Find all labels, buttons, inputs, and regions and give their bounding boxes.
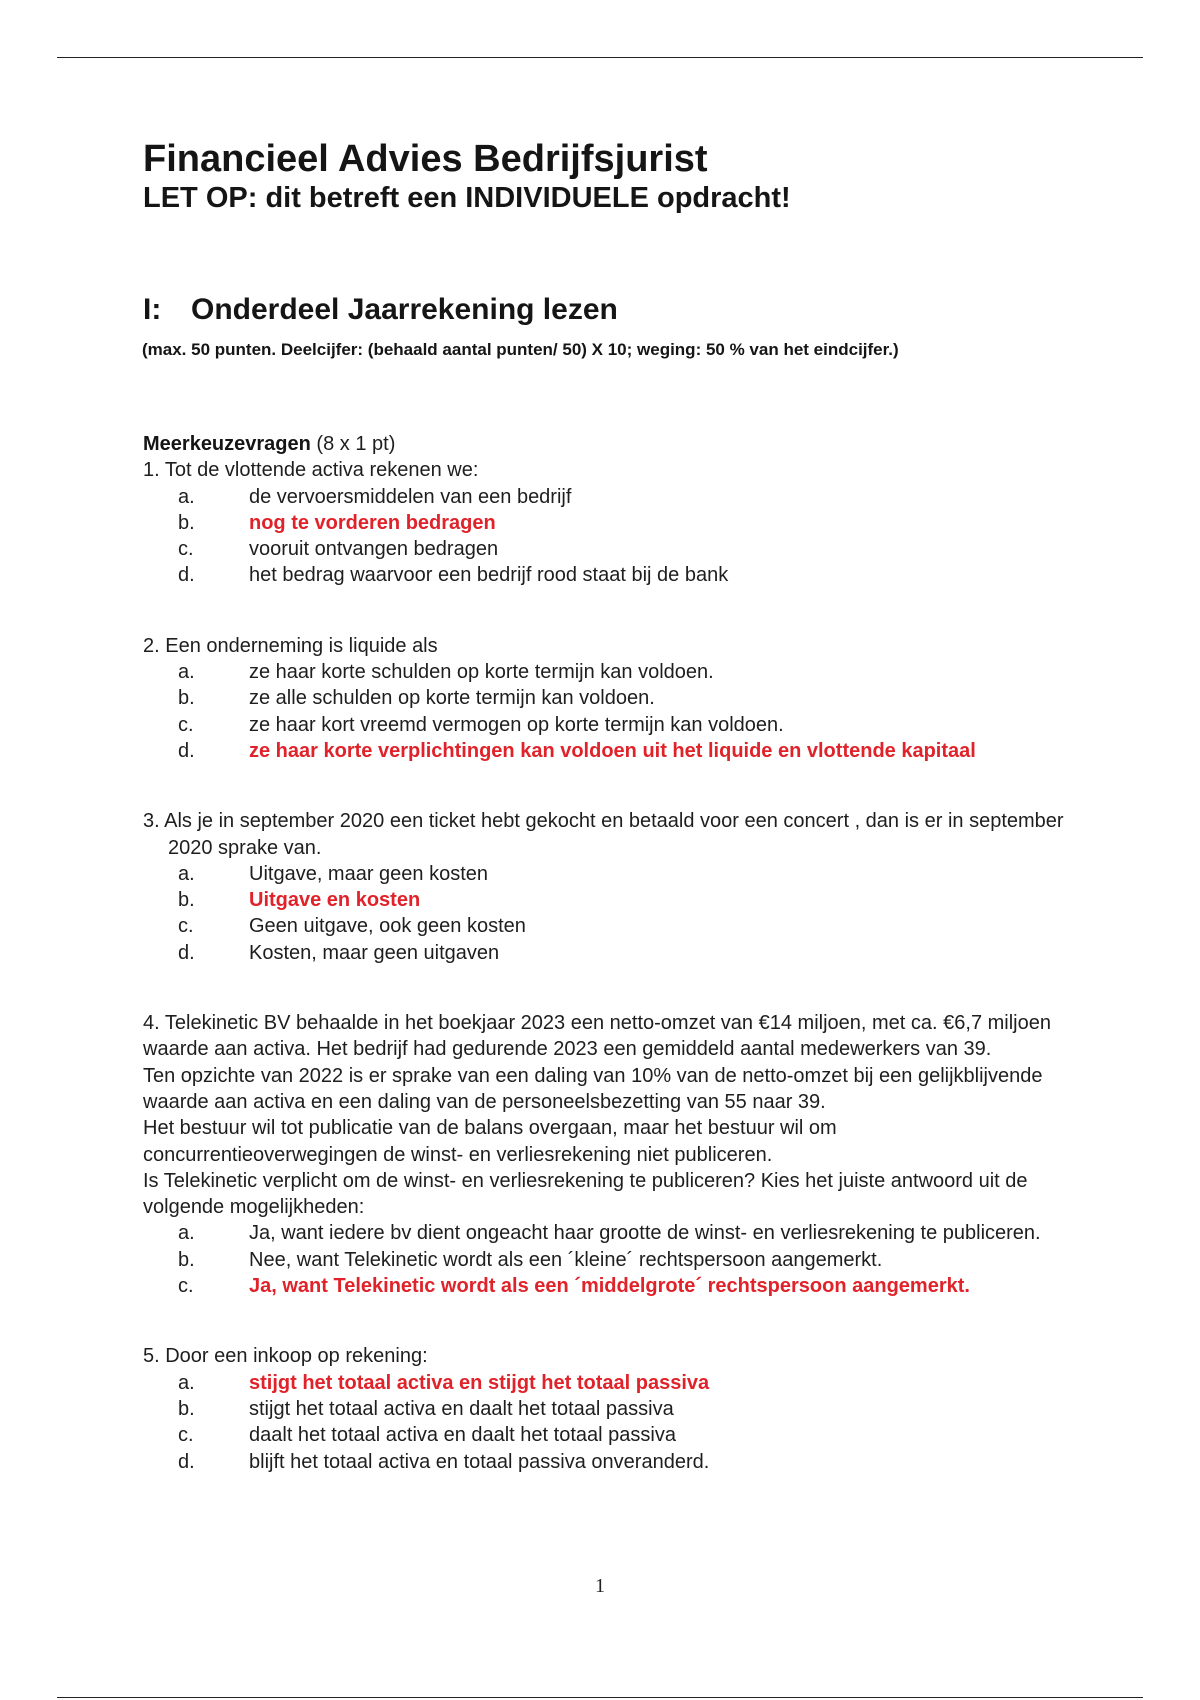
option-letter: d.	[178, 739, 195, 762]
answer-options	[143, 861, 1073, 966]
answer-option	[143, 940, 1073, 966]
question-4	[143, 1010, 1073, 1299]
document-title: Financieel Advies Bedrijfsjurist	[143, 138, 708, 180]
answer-option	[143, 1449, 1073, 1475]
mc-header-bold: Meerkeuzevragen	[143, 433, 311, 455]
answer-option	[143, 1220, 1073, 1246]
option-letter: c.	[178, 538, 194, 561]
page-number: 1	[595, 1575, 605, 1597]
question-stem: 3. Als je in september 2020 een ticket hebt gekocht en betaald voor een concert , dan is er in september 2020 sprake van.	[143, 810, 1064, 859]
option-letter: a.	[178, 1222, 195, 1245]
option-letter: d.	[178, 1450, 195, 1473]
section-note: (max. 50 punten. Deelcijfer: (behaald aantal punten/ 50) X 10; weging: 50 % van het eindcijfer.)	[142, 340, 899, 359]
section-number: I:	[143, 293, 162, 326]
question-paragraph: Ten opzichte van 2022 is er sprake van een daling van 10% van de netto-omzet bij een gelijkblijvende waarde aan activa en een daling van de personeelsbezetting van 55 naar 39.	[143, 1064, 1043, 1113]
section-heading	[143, 293, 618, 327]
answer-option	[143, 1396, 1073, 1422]
answer-option	[143, 536, 1073, 562]
option-text: Uitgave, maar geen kosten	[249, 862, 489, 885]
answer-option	[143, 484, 1073, 510]
option-letter: b.	[178, 687, 195, 710]
question-1	[143, 457, 1073, 588]
mc-header	[143, 431, 1073, 457]
answer-option-correct	[143, 887, 1073, 913]
answer-option-correct	[143, 738, 1073, 764]
answer-option	[143, 861, 1073, 887]
answer-option	[143, 562, 1073, 588]
option-letter: c.	[178, 915, 194, 938]
question-5	[143, 1343, 1073, 1474]
option-text: stijgt het totaal activa en daalt het totaal passiva	[249, 1397, 674, 1420]
question-3	[143, 808, 1073, 966]
document-body	[142, 138, 1073, 1473]
option-letter: b.	[178, 511, 195, 534]
option-letter: a.	[178, 862, 195, 885]
option-text: de vervoersmiddelen van een bedrijf	[249, 485, 572, 508]
answer-option-correct	[143, 1370, 1073, 1396]
option-letter: c.	[178, 1424, 194, 1447]
question-stem: 5. Door een inkoop op rekening:	[143, 1345, 428, 1368]
answer-options	[143, 659, 1073, 764]
option-letter: a.	[178, 661, 195, 684]
option-letter: b.	[178, 889, 195, 912]
option-text: stijgt het totaal activa en stijgt het totaal passiva	[249, 1371, 710, 1394]
question-2	[143, 633, 1073, 764]
question-stem: 1. Tot de vlottende activa rekenen we:	[143, 459, 479, 482]
option-text: Ja, want iedere bv dient ongeacht haar grootte de winst- en verliesrekening te publiceren.	[249, 1222, 1041, 1245]
answer-option	[143, 659, 1073, 685]
option-text: blijft het totaal activa en totaal passiva onveranderd.	[249, 1450, 710, 1473]
question-paragraph: 4. Telekinetic BV behaalde in het boekjaar 2023 een netto-omzet van €14 miljoen, met ca. €6,7 miljoen waarde aan activa. Het bedrijf had gedurende 2023 een gemiddeld aantal medewerkers van 39.	[143, 1012, 1051, 1061]
question-paragraph: Het bestuur wil tot publicatie van de balans overgaan, maar het bestuur wil om concurrentieoverwegingen de winst- en verliesrekening niet publiceren.	[143, 1117, 837, 1166]
option-letter: a.	[178, 485, 195, 508]
answer-option	[143, 685, 1073, 711]
option-text: het bedrag waarvoor een bedrijf rood staat bij de bank	[249, 564, 729, 587]
document-subtitle: LET OP: dit betreft een INDIVIDUELE opdracht!	[143, 182, 791, 214]
option-text: Geen uitgave, ook geen kosten	[249, 915, 526, 938]
option-text: vooruit ontvangen bedragen	[249, 538, 499, 561]
option-letter: c.	[178, 1275, 194, 1298]
answer-option	[143, 913, 1073, 939]
question-stem: 2. Een onderneming is liquide als	[143, 634, 438, 657]
option-text: daalt het totaal activa en daalt het totaal passiva	[249, 1424, 676, 1447]
section-title: Onderdeel Jaarrekening lezen	[191, 293, 618, 326]
answer-options	[143, 484, 1073, 589]
top-rule	[57, 57, 1143, 58]
answer-option	[143, 1247, 1073, 1273]
option-text: ze haar korte schulden op korte termijn kan voldoen.	[249, 661, 714, 684]
answer-option	[143, 712, 1073, 738]
option-text: ze haar kort vreemd vermogen op korte termijn kan voldoen.	[249, 713, 784, 736]
option-letter: d.	[178, 941, 195, 964]
bottom-rule	[57, 1697, 1143, 1698]
option-letter: b.	[178, 1397, 195, 1420]
multiple-choice-section	[143, 431, 1073, 1519]
option-letter: b.	[178, 1248, 195, 1271]
answer-options	[143, 1370, 1073, 1475]
option-letter: d.	[178, 564, 195, 587]
option-text: Kosten, maar geen uitgaven	[249, 941, 500, 964]
option-text: ze haar korte verplichtingen kan voldoen uit het liquide en vlottende kapitaal	[249, 739, 976, 762]
option-text: Ja, want Telekinetic wordt als een ´middelgrote´ rechtspersoon aangemerkt.	[249, 1275, 970, 1298]
mc-header-points: (8 x 1 pt)	[310, 433, 396, 455]
option-text: nog te vorderen bedragen	[249, 511, 496, 534]
answer-options	[143, 1220, 1073, 1299]
option-letter: c.	[178, 713, 194, 736]
option-letter: a.	[178, 1371, 195, 1394]
option-text: Nee, want Telekinetic wordt als een ´kleine´ rechtspersoon aangemerkt.	[249, 1248, 883, 1271]
option-text: ze alle schulden op korte termijn kan voldoen.	[249, 687, 655, 710]
option-text: Uitgave en kosten	[249, 889, 421, 912]
answer-option-correct	[143, 510, 1073, 536]
question-paragraph: Is Telekinetic verplicht om de winst- en verliesrekening te publiceren? Kies het juiste antwoord uit de volgende mogelijkheden:	[143, 1169, 1028, 1219]
answer-option-correct	[143, 1273, 1073, 1299]
answer-option	[143, 1422, 1073, 1448]
